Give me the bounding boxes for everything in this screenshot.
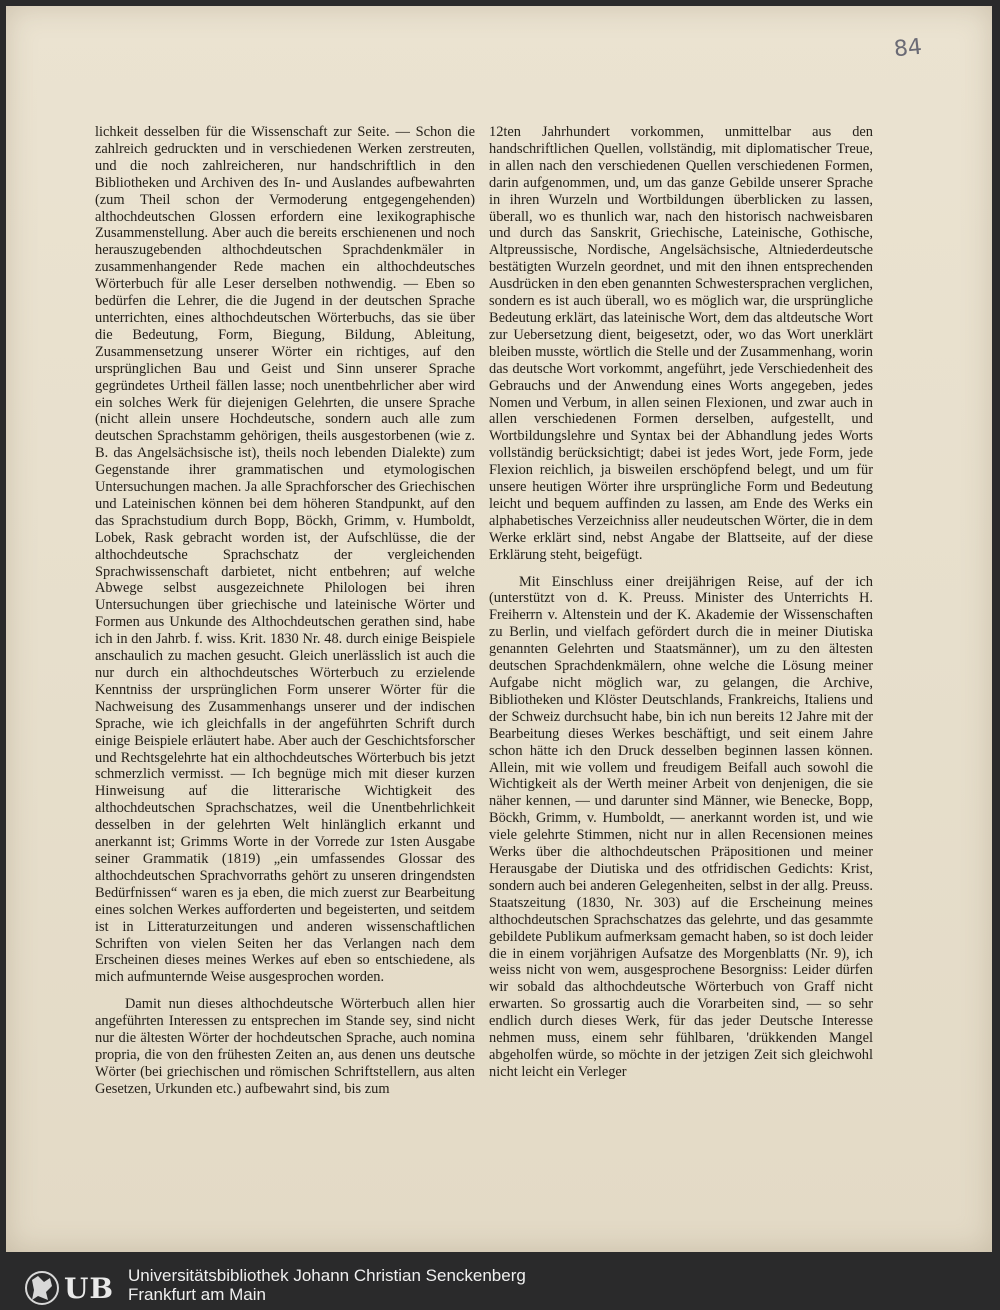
institution-line-2: Frankfurt am Main — [128, 1285, 266, 1304]
ub-logo[interactable] — [18, 1270, 122, 1306]
university-seal-icon — [18, 1270, 62, 1306]
right-text-column — [489, 124, 873, 1091]
scanned-page — [6, 6, 992, 1252]
paragraph: Mit Einschluss einer dreijährigen Reise, auf der ich (unterstützt von d. K. Preuss. Minister des Unterrichts H. Freiherrn v. Altenstein und der K. Akademie der Wissenschaften zu Berlin, und vielfach gefördert durch die in meiner Diutiska genannten Gelehrten und Staatsmänner), um zu den ältesten deutschen Sprachdenkmälern, ohne welche die Lösung meiner Aufgabe nicht möglich war, zu gelangen, die Archive, Bibliotheken und Klöster Deutschlands, Frankreichs, Italiens und der Schweiz durchsucht habe, bin ich nun bereits 12 Jahre mit der Bearbeitung dieses Werkes beschäftigt, und seit einem Jahre schon hätte ich den Druck desselben beginnen lassen können. Allein, mit wie vollem und freudigem Beifall auch sowohl die Wichtigkeit als der Werth meiner Arbeit von denjenigen, die sie näher kennen, — und darunter sind Männer, wie Benecke, Bopp, Böckh, Grimm, v. Humboldt, — anerkannt worden ist, und wie viele gelehrte Stimmen, nicht nur in allen Recensionen meines Werks über die althochdeutschen Präpositionen und meiner Herausgabe der Diutiska und des otfridischen Gedichts: Krist, sondern auch bei anderen Gelegenheiten, selbst in der allg. Preuss. Staatszeitung (1830, Nr. 303) auf die Erscheinung meines althochdeutschen Sprachschatzes das gelehrte, und das gesammte gebildete Publikum aufmerksam gemacht haben, so ist doch leider die in einem vorjährigen Aufsatze des Morgenblatts (Nr. 9), ich weiss nicht von wem, ausgesprochene Besorgniss: Leider dürfen wir sobald das althochdeutsche Wörterbuch von Graff nicht erwarten. So grossartig auch die Vorarbeiten sind, — so sehr endlich durch dieses Werk, für das jeder Deutsche Interesse nehmen muss, einem sehr fühlbaren, 'drükkenden Mangel abgeholfen würde, so möchte in der jetzigen Zeit sich gleichwohl nicht leicht ein Verleger — [489, 573, 873, 1080]
paragraph: lichkeit desselben für die Wissenschaft zur Seite. — Schon die zahlreich gedruckten und in verschiedenen Werken zerstreuten, und die noch zahlreicheren, nur handschriftlich in den Bibliotheken und Archiven des In- und Auslandes aufbewahrten (zum Theil schon der Vermoderung entgegengehenden) althochdeutschen Glossen erfordern eine lexikographische Zusammenstellung. Aber auch die bereits erschienenen und noch herauszugebenden althochdeutschen Sprachdenkmäler in zusammenhangender Rede machen ein althochdeutsches Wörterbuch für alle Leser derselben nothwendig. — Eben so bedürfen die Lehrer, die die Jugend in der deutschen Sprache unterrichten, eines althochdeutschen Wörterbuchs, das sie über die Bedeutung, Form, Biegung, Bildung, Ableitung, Zusammensetzung unserer Wörter ein richtiges, auf den ursprünglichen Bau und Geist und Sinn unserer Sprache gegründetes Urtheil fällen lasse; noch unentbehrlicher aber wird ein solches Werk für diejenigen Gelehrten, die unsere Sprache (nicht allein unsere Hochdeutsche, sondern auch alle zum deutschen Sprachstamm gehörigen, theils ausgestorbenen (wie z. B. das Angelsächsische ist), theils noch lebenden Dialekte) zum Gegenstande ihrer grammatischen und etymologischen Untersuchungen machen. Ja alle Sprachforscher des Griechischen und Lateinischen können bei dem höheren Standpunkt, auf den das Sprachstudium durch Bopp, Böckh, Grimm, v. Humboldt, Lobek, Rask gebracht worden ist, der Aufschlüsse, die der althochdeutsche Sprachschatz der vergleichenden Sprachwissenschaft darbietet, nicht entbehren; auf welche Abwege selbst ausgezeichnete Philologen bei ihren Untersuchungen über griechische und lateinische Wörter und Formen aus Unkunde des Althochdeutschen gerathen sind, habe ich in den Jahrb. f. wiss. Krit. 1830 Nr. 48. durch einige Beispiele anschaulich zu machen gesucht. Gleich unerlässlich ist auch die nur durch ein althochdeutsches Wörterbuch zu erzielende Kenntniss der ursprünglichen Form unserer Wörter für die Nachweisung des Zusammenhangs unserer und der indischen Sprache, wie ich gleichfalls in der angeführten Schrift durch einige Beispiele erläutert habe. Aber auch der Geschichtsforscher und Rechtsgelehrte hat ein althochdeutsches Wörterbuch bis jetzt schmerzlich vermisst. — Ich begnüge mich mit dieser kurzen Hinweisung auf die litterarische Wichtigkeit des althochdeutschen Sprachschatzes, weil die Unentbehrlichkeit desselben in der gelehrten Welt hinlänglich erkannt und anerkannt ist; Grimms Worte in der Vorrede zur 1sten Ausgabe seiner Grammatik (1819) „ein umfassendes Glossar des althochdeutschen Sprachvorraths gehört zu unseren dringendsten Bedürfnissen“ waren es ja eben, die mich zuerst zur Bearbeitung eines solchen Werkes aufforderten und begeisterten, und seitdem ist in Litteraturzeitungen und anderen wissenschaftlichen Schriften von vielen Seiten her das Verlangen nach dem Erscheinen dieses meines Werkes auf eben so entschiedene, als mich aufmunternde Weise ausgesprochen worden. — [95, 124, 475, 986]
institution-line-1: Universitätsbibliothek Johann Christian Senckenberg — [128, 1266, 526, 1285]
folio-number: 84 — [892, 34, 924, 63]
left-text-column — [95, 124, 475, 1108]
paragraph: Damit nun dieses althochdeutsche Wörterbuch allen hier angeführten Interessen zu entsprechen im Stande sey, sind nicht nur die ältesten Wörter der hochdeutschen Sprache, auch nomina propria, die von den frühesten Zeiten an, aus denen uns deutsche Wörter (bei griechischen und römischen Schriftstellern, aus alten Gesetzen, Urkunden etc.) aufbewahrt sind, bis zum — [95, 996, 475, 1097]
footer-bar — [0, 1258, 1000, 1310]
institution-name[interactable] — [128, 1266, 526, 1304]
paragraph: 12ten Jahrhundert vorkommen, unmittelbar aus den handschriftlichen Quellen, vollständig, mit diplomatischer Treue, in allen nach den verschiedenen Quellen verschiedenen Formen, darin aufgenommen, und, um das ganze Gebilde unserer Sprache in ihren Wurzeln und Wortbildungen überblicken zu lassen, überall, wo es thunlich war, nach den historisch nachweisbaren und durch das Sanskrit, Griechische, Lateinische, Gothische, Altpreussische, Nordische, Angelsächsische, Altniederdeutsche bestätigten Wurzeln geordnet, und mit den ihnen entsprechenden Ausdrücken in den eben genannten Schwestersprachen verglichen, sondern es ist auch überall, wo es möglich war, die ursprüngliche Bedeutung erklärt, das lateinische Wort, dem das altdeutsche Wort zur Uebersetzung dient, beigesetzt, oder, wo das Wort unerklärt bleiben musste, wörtlich die Stelle und der Zusammenhang, worin das deutsche Wort vorkommt, angeführt, jede Verschiedenheit des Gebrauchs und der Anwendung eines Worts angegeben, jedes Nomen und Verbum, in allen seinen Flexionen, und zwar auch in allen verschiedenen Formen derselben, aufgestellt, und Wortbildungslehre und Syntax bei der Abhandlung jedes Worts vollständig berücksichtigt; dabei ist jedes Wort, jede Form, jede Flexion reichlich, ja bisweilen erschöpfend belegt, und um für unsere heutigen Wörter ihre ursprüngliche Form und Bedeutung leicht und bequem auffinden zu lassen, am Ende des Werks ein alphabetisches Verzeichniss aller neudeutschen Wörter, die in dem Werke erklärt sind, nebst Angabe der Blattseite, auf der diese Erklärung steht, beigefügt. — [489, 124, 873, 563]
logo-text: UB — [64, 1271, 115, 1305]
